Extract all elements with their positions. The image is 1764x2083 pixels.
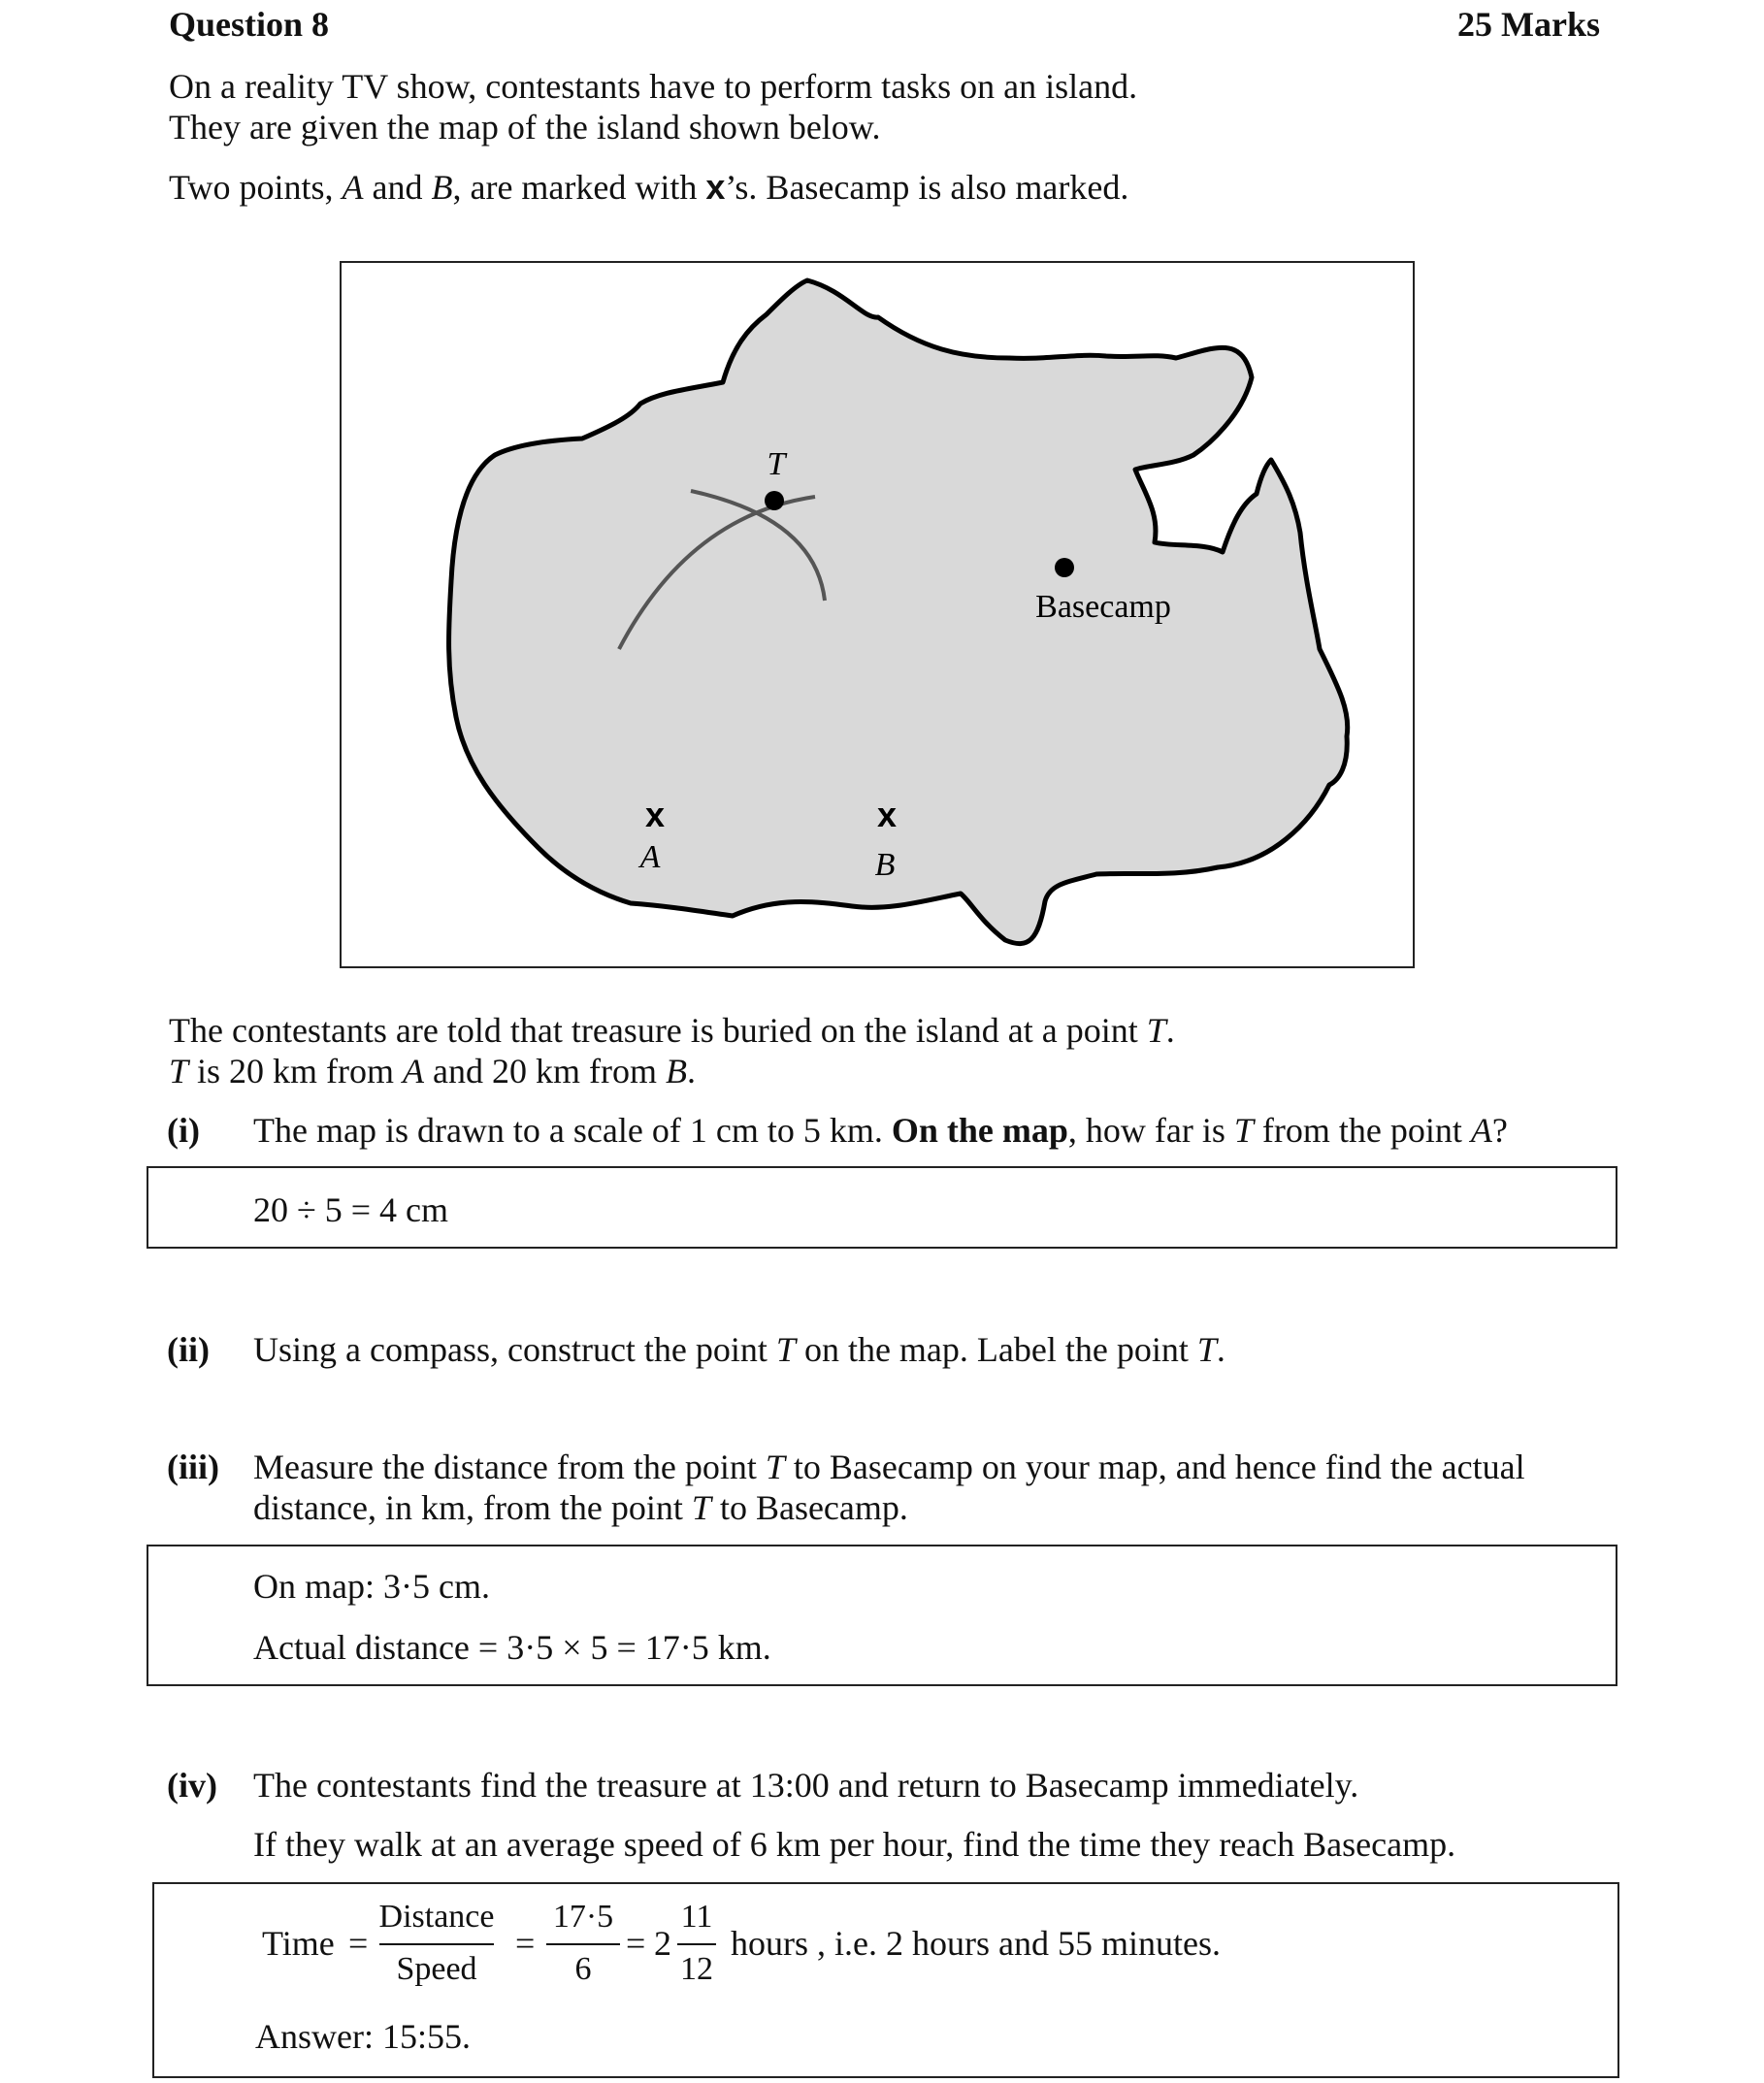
part-ii-question: Using a compass, construct the point T on the map. Label the point T. [253, 1330, 1225, 1369]
fraction-line-2 [546, 1943, 620, 1945]
cross-a: x [644, 795, 666, 834]
island-map [340, 261, 1415, 968]
fraction-17-5: 17·5 [552, 1899, 614, 1935]
equals-1: = [348, 1924, 369, 1963]
point-t-dot [765, 491, 784, 510]
part-ii-number: (ii) [167, 1330, 210, 1369]
label-t: T [767, 446, 786, 482]
intro-line-1: On a reality TV show, contestants have to perform tasks on an island. [169, 67, 1138, 106]
part-iii-question-line-1: Measure the distance from the point T to Basecamp on your map, and hence find the actual [253, 1448, 1525, 1486]
part-iv-number: (iv) [167, 1766, 217, 1805]
time-label: Time [262, 1924, 335, 1963]
part-iii-answer-2: Actual distance = 3·5 × 5 = 17·5 km. [253, 1628, 771, 1667]
part-iii-answer-box [147, 1545, 1617, 1686]
label-a: A [639, 839, 661, 875]
fraction-speed: Speed [396, 1951, 477, 1987]
part-iii-number: (iii) [167, 1448, 219, 1486]
part-iv-question-line-1: The contestants find the treasure at 13:00 and return to Basecamp immediately. [253, 1766, 1359, 1805]
fraction-11: 11 [680, 1899, 713, 1935]
treasure-line-1: The contestants are told that treasure is buried on the island at a point T. [169, 1011, 1175, 1050]
equals-3: = [626, 1924, 646, 1963]
label-basecamp: Basecamp [1035, 589, 1171, 625]
intro-line-3: Two points, A and B, are marked with x’s. Basecamp is also marked. [169, 167, 1129, 207]
mixed-whole: 2 [654, 1924, 671, 1963]
part-i-number: (i) [167, 1111, 200, 1150]
part-i-answer-box [147, 1166, 1617, 1249]
intro-line-2: They are given the map of the island shown below. [169, 108, 881, 146]
part-i-question: The map is drawn to a scale of 1 cm to 5 km. On the map, how far is T from the point A? [253, 1111, 1508, 1150]
question-title: Question 8 [169, 5, 330, 44]
fraction-12: 12 [680, 1951, 713, 1987]
marks-label: 25 Marks [1457, 5, 1600, 44]
fraction-distance: Distance [378, 1899, 495, 1935]
part-iii-answer-1: On map: 3·5 cm. [253, 1567, 490, 1606]
part-i-answer: 20 ÷ 5 = 4 cm [253, 1190, 449, 1229]
treasure-line-2: T is 20 km from A and 20 km from B. [169, 1052, 696, 1090]
equals-2: = [515, 1924, 536, 1963]
part-iv-answer: Answer: 15:55. [255, 2017, 471, 2056]
part-iii-question-line-2: distance, in km, from the point T to Basecamp. [253, 1488, 908, 1527]
part-iv-question-line-2: If they walk at an average speed of 6 km per hour, find the time they reach Basecamp. [253, 1825, 1456, 1864]
label-b: B [874, 847, 896, 883]
fraction-line-3 [677, 1943, 716, 1945]
fraction-line-1 [379, 1943, 494, 1945]
hours-text: hours , i.e. 2 hours and 55 minutes. [731, 1924, 1221, 1963]
basecamp-dot [1055, 558, 1074, 577]
part-iv-answer-box [152, 1882, 1619, 2078]
cross-b: x [876, 795, 898, 834]
fraction-6: 6 [574, 1951, 592, 1987]
